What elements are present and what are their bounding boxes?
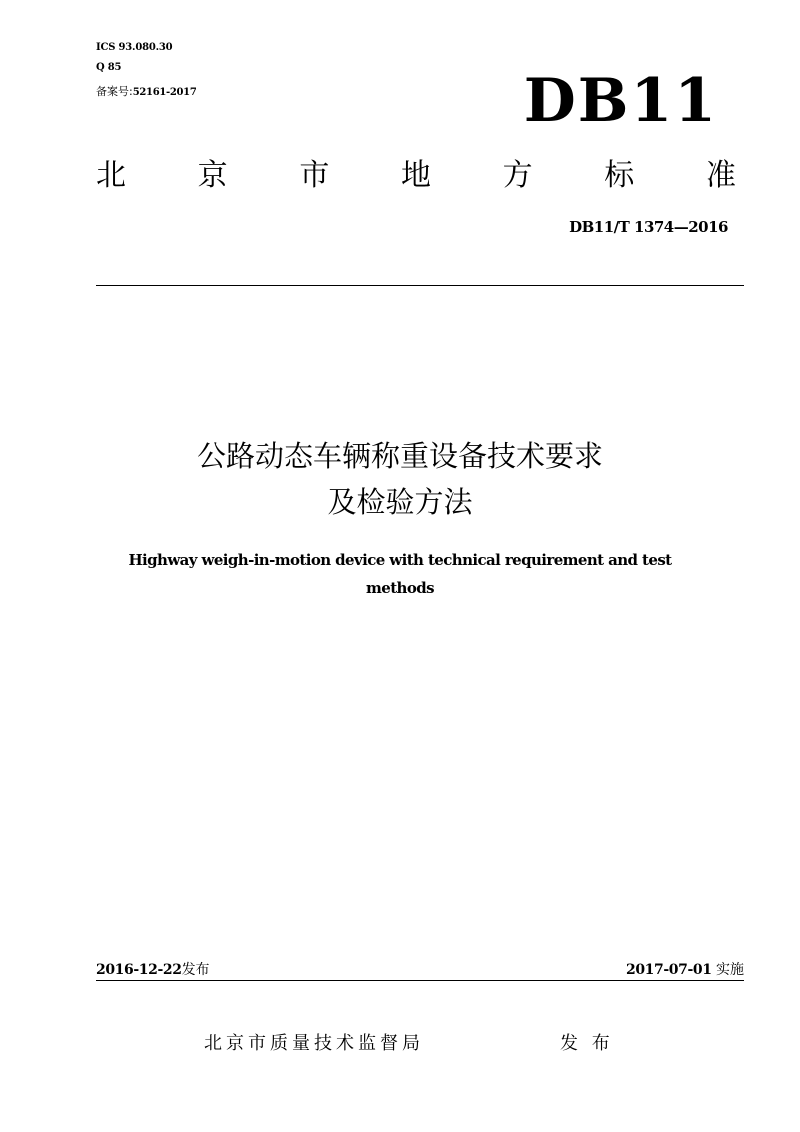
- title-char: 标: [604, 158, 635, 193]
- issue-date-value: 2016-12-22: [96, 962, 182, 978]
- issuer-action: 发 布: [560, 1033, 614, 1054]
- standard-category-title: [96, 156, 736, 196]
- ccs-code: Q 85: [96, 62, 122, 73]
- title-char: 京: [197, 158, 228, 193]
- footer-divider: [96, 980, 744, 981]
- ics-code: ICS 93.080.30: [96, 42, 173, 53]
- impl-label: 实施: [716, 962, 744, 978]
- record-value: 52161-2017: [132, 87, 197, 98]
- record-label: 备案号:: [96, 85, 133, 98]
- document-title-cn-line2: 及检验方法: [327, 485, 473, 519]
- issue-date: [96, 960, 210, 980]
- implementation-date: [626, 960, 744, 980]
- title-char: 地: [400, 158, 431, 193]
- document-title-en-line1: Highway weigh-in-motion device with technical requirement and test: [128, 551, 672, 569]
- header-divider: [96, 285, 744, 286]
- issuing-authority: 北京市质量技术监督局: [204, 1033, 424, 1054]
- standard-logo: DB11: [523, 66, 718, 136]
- standard-number: DB11/T 1374—2016: [569, 218, 728, 236]
- document-title-en-line2: methods: [366, 579, 434, 597]
- document-title-cn-line1: 公路动态车辆称重设备技术要求: [196, 439, 603, 473]
- issue-label: 发布: [181, 962, 210, 978]
- title-char: 北: [96, 158, 126, 193]
- title-char: 市: [299, 158, 330, 193]
- title-char: 方: [502, 158, 533, 193]
- impl-date-value: 2017-07-01: [625, 962, 712, 978]
- record-number: [96, 85, 197, 100]
- title-char: 准: [705, 158, 736, 193]
